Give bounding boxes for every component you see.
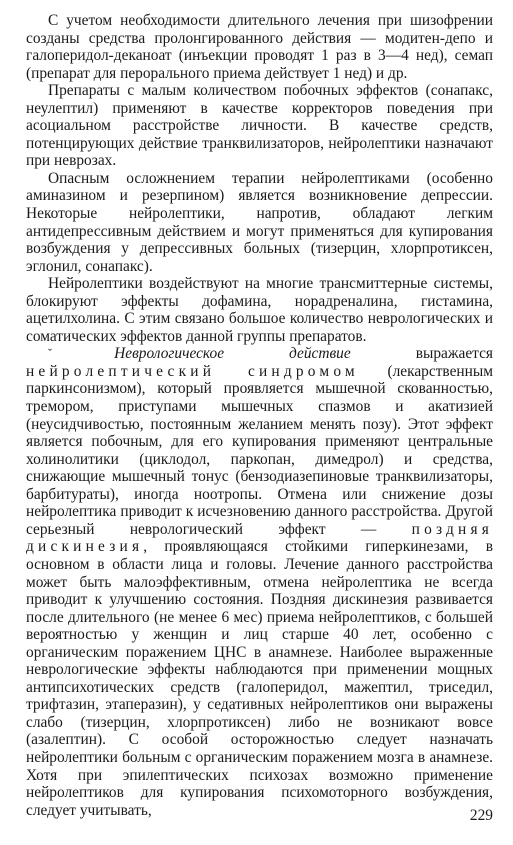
paragraph-prolonged-drugs: С учетом необходимости длительного лечения при шизофрении созданы средства пролонгированного действия — модитен-депо и галоперидол-деканоат (инъекции проводят 1 раз в 3—4 нед), семап (препарат для перорального приема действует 1 нед) и др. [26,12,493,82]
margin-mark: ˇ [48,346,114,361]
term-tardive-dyskinesia: поздняя дискинезия [26,520,493,556]
section-lead-term: Неврологическое действие [114,345,351,363]
paragraph-behavior-correctors: Препараты с малым количеством побочных эффектов (сонапакс, неулептил) применяют в качестве корректоров поведения при асоциальном расстройстве личности. В качестве средств, потенцирующих действие транквилизаторов, нейролептики назначают при неврозах. [26,82,493,170]
text-segment: выражается [350,345,493,363]
text-segment: (лекарственным паркинсонизмом), который проявляется мышечной скованностью, тремором, приступами мышечных спазмов и акатизией (неусидчивостью, постоянным желанием менять позу). Этот эффект является побочным, для его купирования применяют центральные холинолитики (циклодол, паркопан, димедрол) и средства, снижающие мышечный тонус (бензодиазепиновые транквилизаторы, барбитураты), иногда ноотропы. Отмена или снижение дозы нейролептика приводит к исчезновению данного расстройства. Другой серьезный неврологический эффект — [26,362,493,538]
page-text [26,12,493,819]
text-segment: , проявляющаяся стойкими гиперкинезами, в основном в области лица и головы. Лечение данного расстройства может быть малоэффективным, отмена нейролептика не всегда приводит к улучшению состояния. Поздняя дискинезия развивается после длительного (не менее 6 мес) приема нейролептиков, с большей вероятностью у женщин и лиц старше 40 лет, особенно с органическим поражением ЦНС в анамнезе. Наиболее выраженные неврологические эффекты наблюдаются при применении мощных антипсихотических средств (галоперидол, мажептил, триседил, трифтазин, этаперазин), у седативных нейролептиков они выражены слабо (тизерцин, хлорпротиксен) либо не возникают вовсе (азалептин). С особой осторожностью следует назначать нейролептики больным с органическим поражением мозга в анамнезе. Хотя при эпилептических психозах возможно применение нейролептиков для купирования психомоторного возбуждения, следует учитывать, [26,538,493,819]
term-neuroleptic-syndrome: нейролептический синдромом [26,362,359,380]
paragraph-transmitter-systems: Нейролептики воздействуют на многие трансмиттерные системы, блокируют эффекты дофамина, норадреналина, гистамина, ацетилхолина. С этим связано большое количество неврологических и соматических эффектов данной группы препаратов. [26,275,493,345]
paragraph-depression-complication: Опасным осложнением терапии нейролептиками (особенно аминазином и резерпином) является возникновение депрессии. Некоторые нейролептики, напротив, обладают легким антидепрессивным действием и могут применяться для купирования возбуждения у депрессивных больных (тизерцин, хлорпротиксен, эглонил, сонапакс). [26,169,493,275]
page-number: 229 [469,807,493,824]
paragraph-neurological-action [26,345,493,819]
